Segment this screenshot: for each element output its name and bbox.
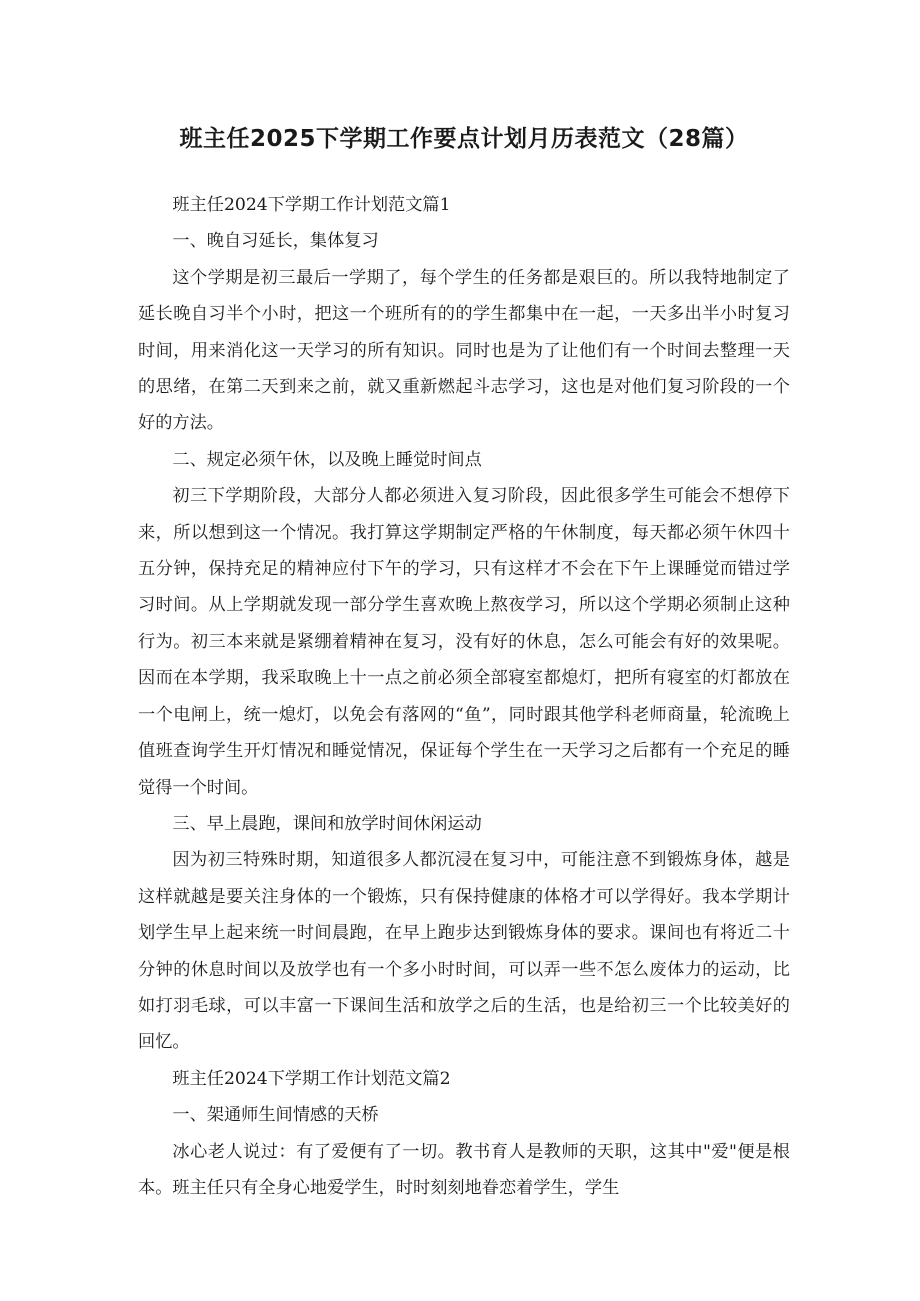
body-paragraph: 因为初三特殊时期，知道很多人都沉浸在复习中，可能注意不到锻炼身体，越是这样就越是要关注身体的一个锻炼，只有保持健康的体格才可以学得好。我本学期计划学生早上起来统一时间晨跑，在早上跑步达到锻炼身体的要求。课间也有将近二十分钟的休息时间以及放学也有一个多小时时间，可以弄一些不怎么废体力的运动，比如打羽毛球，可以丰富一下课间生活和放学之后的生活，也是给初三一个比较美好的回忆。 (138, 850, 790, 1053)
document-title: 班主任2025下学期工作要点计划月历表范文（28篇） (179, 126, 749, 152)
body-paragraph: 这个学期是初三最后一学期了，每个学生的任务都是艰巨的。所以我特地制定了延长晚自习半个小时，把这一个班所有的的学生都集中在一起，一天多出半小时复习时间，用来消化这一天学习的所有知识。同时也是为了让他们有一个时间去整理一天的思绪，在第二天到来之前，就又重新燃起斗志学习，这也是对他们复习阶段的一个好的方法。 (138, 267, 790, 434)
body-paragraph: 冰心老人说过：有了爱便有了一切。教书育人是教师的天职，这其中"爱"便是根本。班主任只有全身心地爱学生，时时刻刻地眷恋着学生，学生 (138, 1141, 790, 1198)
section-heading: 班主任2024下学期工作计划范文篇1 (172, 195, 451, 215)
subsection-heading: 三、早上晨跑，课间和放学时间休闲运动 (172, 813, 482, 834)
subsection-heading: 一、晚自习延长，集体复习 (172, 231, 379, 252)
body-paragraph: 初三下学期阶段，大部分人都必须进入复习阶段，因此很多学生可能会不想停下来，所以想到这一个情况。我打算这学期制定严格的午休制度，每天都必须午休四十五分钟，保持充足的精神应付下午的学习，只有这样才不会在下午上课睡觉而错过学习时间。从上学期就发现一部分学生喜欢晚上熬夜学习，所以这个学期必须制止这种行为。初三本来就是紧绷着精神在复习，没有好的休息，怎么可能会有好的效果呢。因而在本学期，我采取晚上十一点之前必须全部寝室都熄灯，把所有寝室的灯都放在一个电闸上，统一熄灯，以免会有落网的“鱼”，同时跟其他学科老师商量，轮流晚上值班查询学生开灯情况和睡觉情况，保证每个学生在一天学习之后都有一个充足的睡觉得一个时间。 (138, 486, 790, 798)
document-body (138, 187, 790, 1206)
subsection-heading: 二、规定必须午休，以及晚上睡觉时间点 (172, 449, 482, 470)
section-heading: 班主任2024下学期工作计划范文篇2 (172, 1068, 451, 1089)
subsection-heading: 一、架通师生间情感的天桥 (172, 1105, 379, 1126)
